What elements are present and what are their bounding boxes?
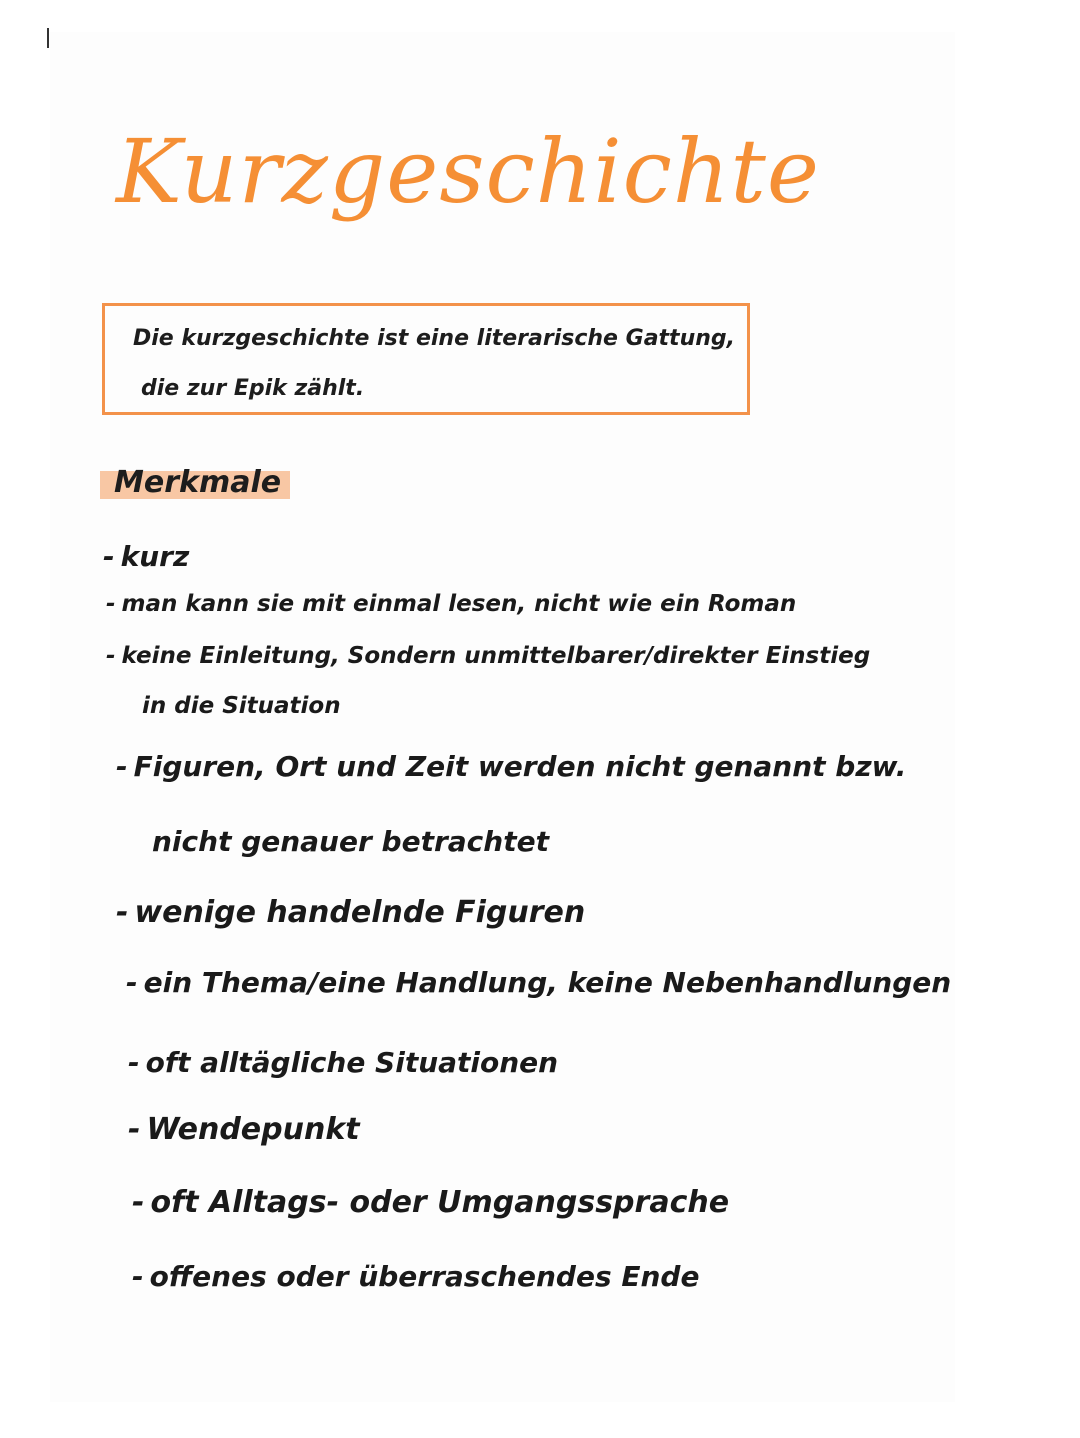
bullet-dash: - [132, 1260, 144, 1293]
feature-item-4 [116, 750, 906, 783]
feature-item-5 [116, 895, 585, 930]
feature-text: oft alltägliche Situationen [145, 1046, 559, 1079]
feature-text: wenige handelnde Figuren [134, 895, 586, 930]
page-title: Kurzgeschichte [116, 120, 820, 223]
feature-item-2 [106, 591, 796, 617]
feature-text: keine Einleitung, Sondern unmittelbarer/direkter Einstieg [121, 643, 871, 669]
definition-box [102, 303, 750, 415]
definition-line-1: Die kurzgeschichte ist eine literarische Gattung, [133, 326, 736, 351]
feature-item-4-continuation: nicht genauer betrachtet [152, 825, 549, 858]
feature-text: offenes oder überraschendes Ende [149, 1260, 700, 1293]
bullet-dash: - [126, 966, 138, 999]
definition-line-2: die zur Epik zählt. [141, 376, 365, 401]
feature-item-9 [132, 1185, 729, 1220]
feature-item-1 [103, 540, 189, 573]
bullet-dash: - [132, 1185, 145, 1220]
bullet-dash: - [103, 540, 115, 573]
feature-text: oft Alltags- oder Umgangssprache [150, 1185, 730, 1220]
text-cursor-mark [47, 28, 49, 48]
feature-text: man kann sie mit einmal lesen, nicht wie ein Roman [121, 591, 797, 617]
feature-item-8 [128, 1112, 360, 1147]
feature-item-10 [132, 1260, 699, 1293]
feature-text: Wendepunkt [146, 1112, 360, 1147]
feature-text: Figuren, Ort und Zeit werden nicht genannt bzw. [133, 750, 907, 783]
section-heading-merkmale [100, 465, 290, 500]
feature-item-3 [106, 643, 870, 669]
bullet-dash: - [116, 750, 128, 783]
feature-text: ein Thema/eine Handlung, keine Nebenhandlungen [143, 966, 952, 999]
bullet-dash: - [128, 1046, 140, 1079]
feature-item-3-continuation: in die Situation [142, 693, 341, 719]
feature-text: kurz [120, 540, 190, 573]
feature-item-7 [128, 1046, 558, 1079]
section-heading-label: Merkmale [114, 465, 282, 500]
feature-item-6 [126, 966, 951, 999]
bullet-dash: - [116, 895, 129, 930]
bullet-dash: - [128, 1112, 141, 1147]
bullet-dash: - [106, 643, 116, 669]
bullet-dash: - [106, 591, 116, 617]
